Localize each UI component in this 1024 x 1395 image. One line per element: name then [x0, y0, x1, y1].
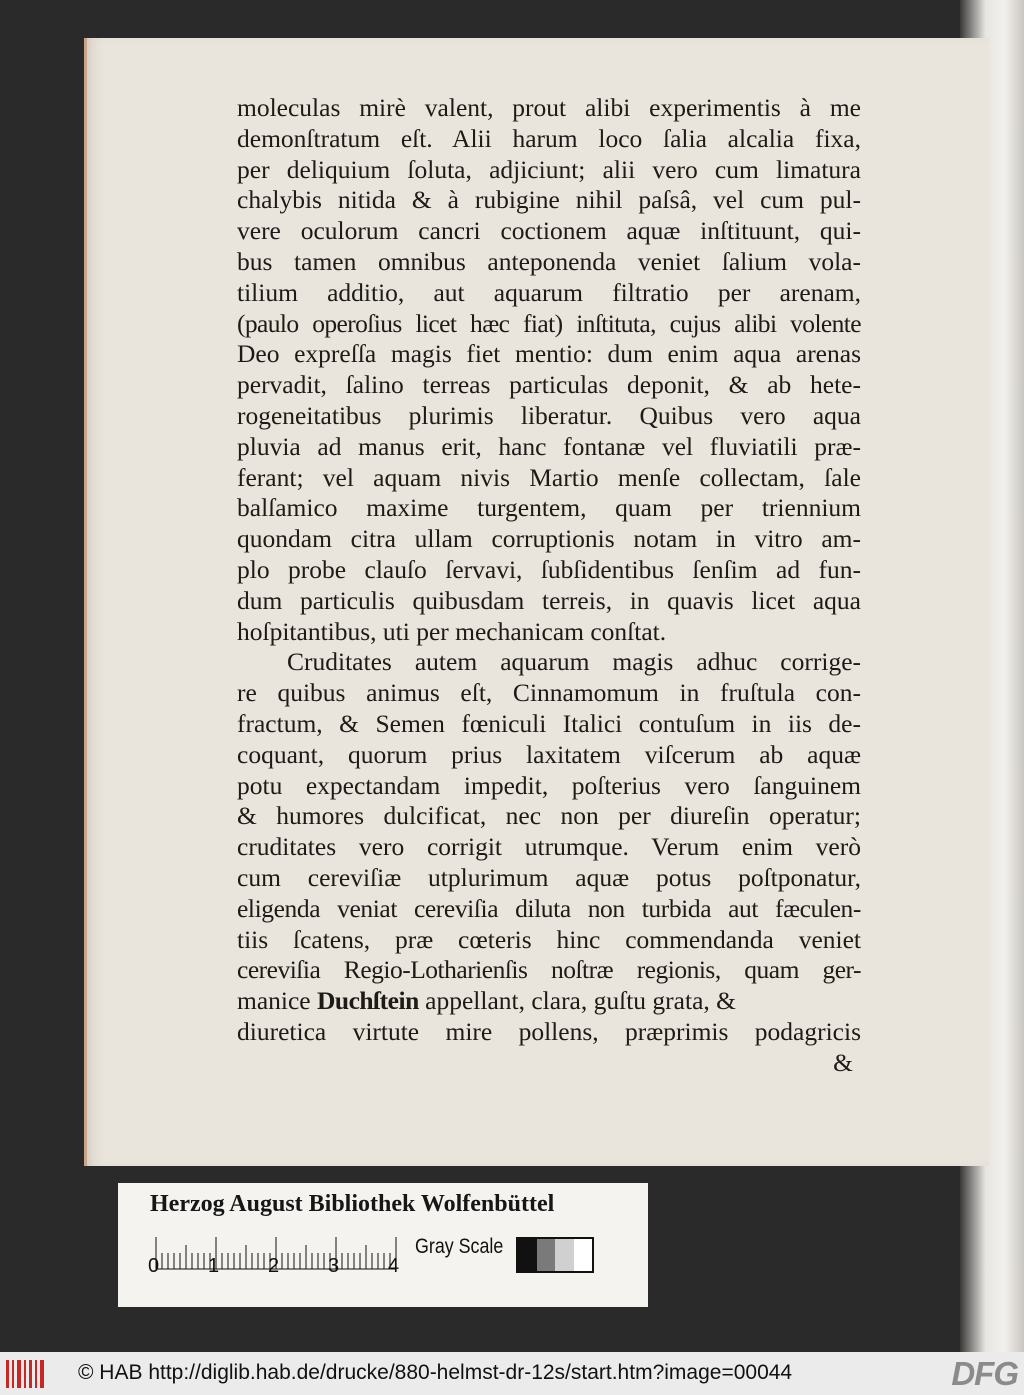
- ruler-numbers: [118, 1255, 418, 1283]
- text-line: re quibus animus eſt, Cinnamomum in fruſtula con-: [237, 678, 861, 708]
- text-line: eligenda veniat cereviſia diluta non turbida aut fæculen-: [237, 893, 861, 923]
- dfg-logo: DFG: [951, 1355, 1018, 1392]
- text-line: cruditates vero corrigit utrumque. Verum enim verò: [237, 832, 861, 862]
- text-line: potu expectandam impedit, poſterius vero ſanguinem: [237, 770, 861, 800]
- text-line: pluvia ad manus erit, hanc fontanæ vel fluviatili præ-: [237, 431, 861, 461]
- text-line: (paulo operoſius licet hæc fiat) inſtituta, cujus alibi volente: [237, 308, 861, 338]
- swatch-black: [518, 1239, 537, 1271]
- text-line: balſamico maxime turgentem, quam per triennium: [237, 493, 861, 523]
- book-page: [84, 38, 989, 1166]
- text-line: diuretica virtute mire pollens, præprimis podagricis: [237, 1016, 861, 1046]
- page-text: [237, 93, 861, 1079]
- text-line: plo probe clauſo ſervavi, ſubſidentibus ſenſim ad fun-: [237, 554, 861, 584]
- hab-barcode-icon: [6, 1360, 46, 1388]
- ruler-number: 0: [148, 1255, 160, 1277]
- blackletter-word: Duchſtein: [317, 986, 419, 1016]
- text-line: vere oculorum cancri coctionem aquæ inſtituunt, qui-: [237, 216, 861, 246]
- text-line: cum cereviſiæ utplurimum aquæ potus poſtponatur,: [237, 862, 861, 892]
- ruler-number: 4: [388, 1255, 400, 1277]
- text-line: hoſpitantibus, uti per mechanicam conſtat.: [237, 616, 667, 646]
- paragraph-first-line: Cruditates autem aquarum magis adhuc corrige-: [287, 647, 861, 677]
- ruler-number: 1: [208, 1255, 220, 1277]
- text-line: ferant; vel aquam nivis Martio menſe collectam, ſale: [237, 462, 861, 492]
- text-line: per deliquium ſoluta, adjiciunt; alii vero cum limatura: [237, 154, 861, 184]
- text-line: moleculas mirè valent, prout alibi experimentis à me: [237, 93, 861, 122]
- text-line: quondam citra ullam corruptionis notam in vitro am-: [237, 524, 861, 554]
- swatch-light-gray: [555, 1239, 574, 1271]
- text-line: chalybis nitida & à rubigine nihil paſsâ, vel cum pul-: [237, 185, 861, 215]
- text-line: fractum, & Semen fœniculi Italici contuſum in iis de-: [237, 708, 861, 738]
- text-line: bus tamen omnibus anteponenda veniet ſalium vola-: [237, 246, 861, 276]
- text-fragment: manice: [237, 986, 317, 1016]
- catchword: &: [833, 1047, 853, 1077]
- gray-scale-label: Gray Scale: [415, 1235, 504, 1258]
- text-line: cereviſia Regio-Lotharienſis noſtræ regionis, quam ger-: [237, 955, 861, 985]
- ruler-number: 2: [268, 1255, 280, 1277]
- swatch-dark-gray: [537, 1239, 556, 1271]
- text-line: coquant, quorum prius laxitatem viſcerum ab aquæ: [237, 739, 861, 769]
- ruler-number: 3: [328, 1255, 340, 1277]
- gray-scale-swatches: [516, 1237, 594, 1273]
- library-color-scale-label: [118, 1183, 648, 1307]
- footer-bar: [0, 1352, 1024, 1395]
- text-line: tiis ſcatens, præ cœteris hinc commendanda veniet: [237, 924, 861, 954]
- text-line: dum particulis quibusdam terreis, in quavis licet aqua: [237, 585, 861, 615]
- text-line: demonſtratum eſt. Alii harum loco ſalia alcalia fixa,: [237, 123, 861, 153]
- text-line: pervadit, ſalino terreas particulas deponit, & ab hete-: [237, 370, 861, 400]
- text-line: tilium additio, aut aquarum filtratio per arenam,: [237, 277, 861, 307]
- footer-url[interactable]: © HAB http://diglib.hab.de/drucke/880-helmst-dr-12s/start.htm?image=00044: [78, 1361, 793, 1384]
- library-name: Herzog August Bibliothek Wolfenbüttel: [150, 1191, 555, 1217]
- text-fragment: appellant, clara, guſtu grata, &: [418, 986, 736, 1016]
- text-line-duchstein: [237, 986, 861, 1017]
- swatch-white: [574, 1239, 593, 1271]
- text-line: Deo expreſſa magis fiet mentio: dum enim aqua arenas: [237, 339, 861, 369]
- text-line: & humores dulcificat, nec non per diureſin operatur;: [237, 801, 861, 831]
- text-line: rogeneitatibus plurimis liberatur. Quibus vero aqua: [237, 400, 861, 430]
